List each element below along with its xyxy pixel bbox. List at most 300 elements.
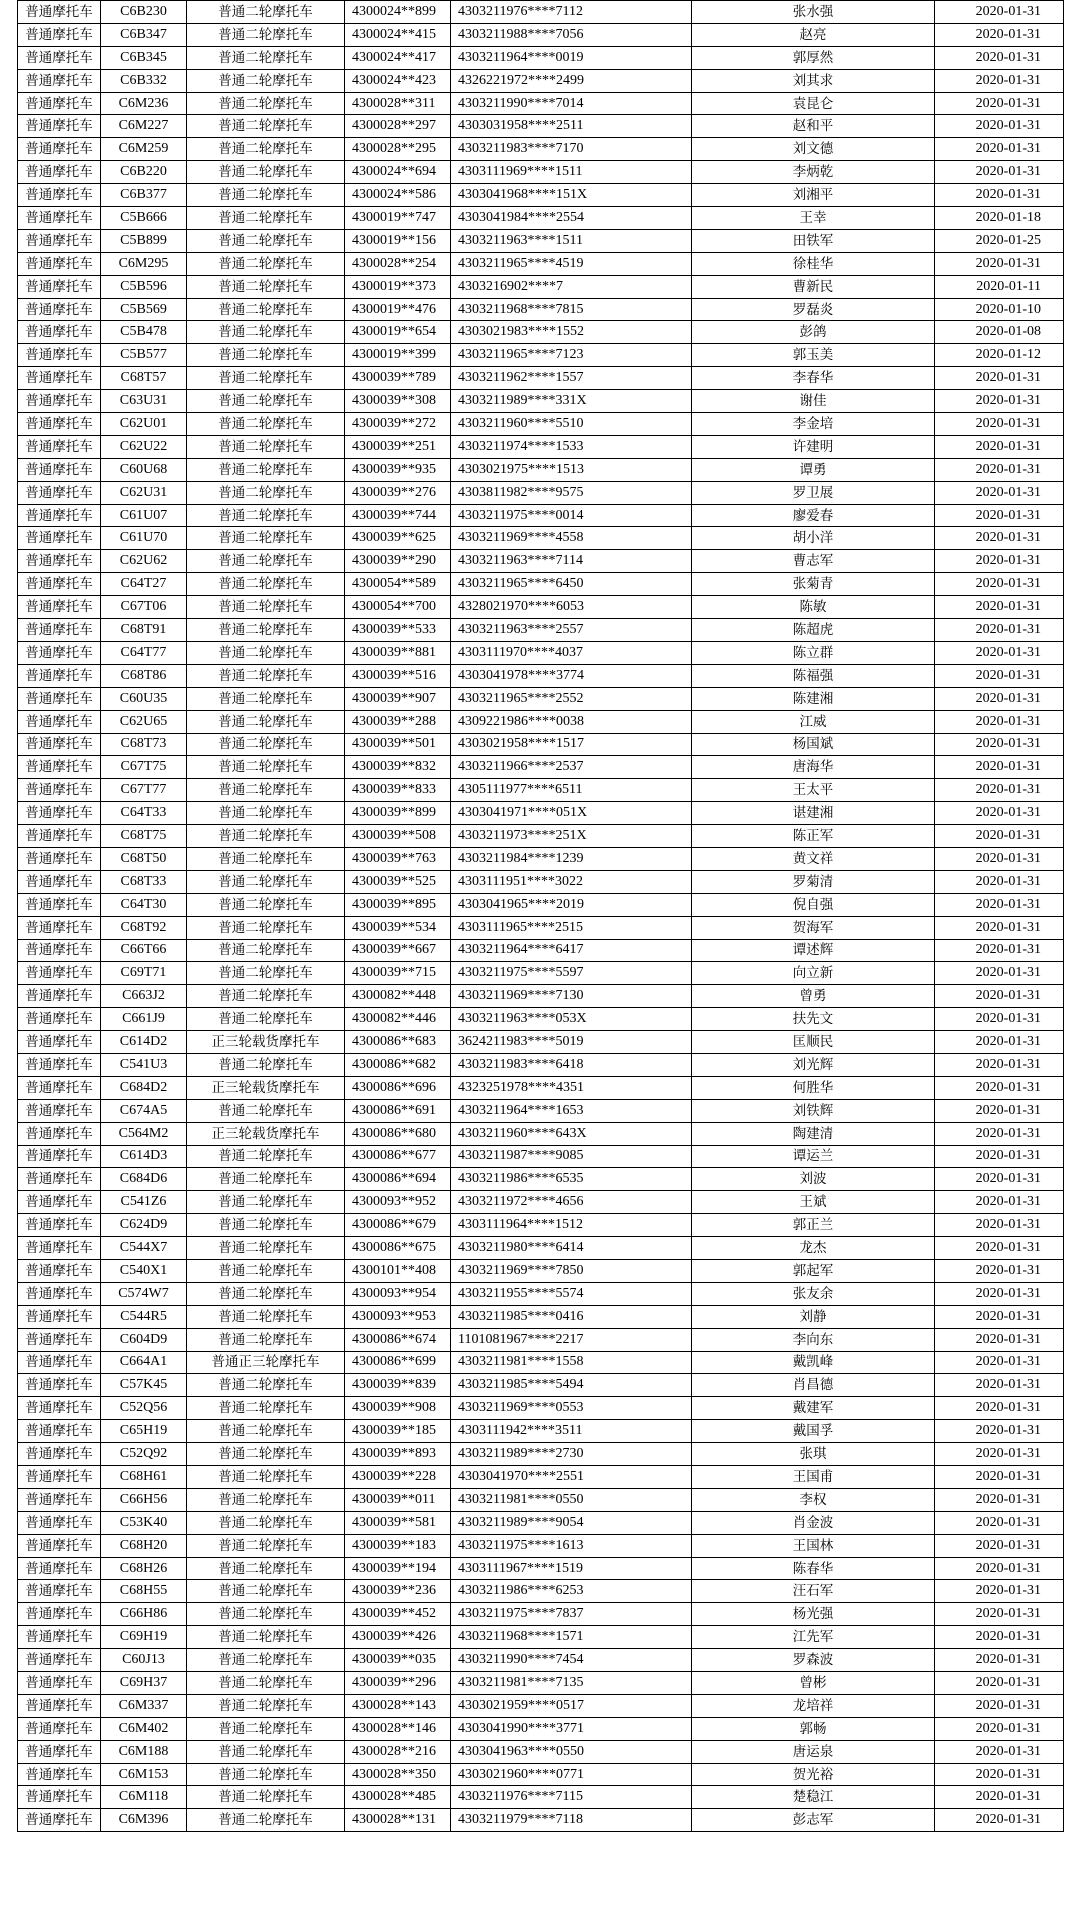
table-row (18, 1099, 1064, 1122)
vehicle-type-cell: 普通二轮摩托车 (187, 1694, 345, 1717)
date-cell: 2020-01-31 (935, 252, 1064, 275)
table-row (18, 1305, 1064, 1328)
table-row (18, 23, 1064, 46)
owner-name-cell: 陈正军 (692, 825, 935, 848)
record-number-cell: 4300039**308 (345, 390, 451, 413)
plate-number-cell: C66H56 (101, 1488, 187, 1511)
vehicle-type-cell: 普通二轮摩托车 (187, 46, 345, 69)
date-cell: 2020-01-31 (935, 962, 1064, 985)
date-cell: 2020-01-31 (935, 1031, 1064, 1054)
plate-number-cell: C69H37 (101, 1672, 187, 1695)
date-cell: 2020-01-08 (935, 321, 1064, 344)
id-number-cell: 4303041978****3774 (451, 664, 692, 687)
owner-name-cell: 杨光强 (692, 1603, 935, 1626)
owner-name-cell: 陈建湘 (692, 687, 935, 710)
date-cell: 2020-01-31 (935, 1076, 1064, 1099)
owner-name-cell: 楚稳江 (692, 1786, 935, 1809)
owner-name-cell: 刘湘平 (692, 184, 935, 207)
plate-number-cell: C67T77 (101, 779, 187, 802)
vehicle-type-cell: 普通二轮摩托车 (187, 870, 345, 893)
record-number-cell: 4300028**350 (345, 1763, 451, 1786)
owner-name-cell: 许建明 (692, 435, 935, 458)
date-cell: 2020-01-31 (935, 1443, 1064, 1466)
vehicle-type-cell: 普通二轮摩托车 (187, 161, 345, 184)
vehicle-class-cell: 普通摩托车 (18, 207, 101, 230)
id-number-cell: 4303031958****2511 (451, 115, 692, 138)
id-number-cell: 4303211974****1533 (451, 435, 692, 458)
date-cell: 2020-01-31 (935, 641, 1064, 664)
record-number-cell: 4300086**674 (345, 1328, 451, 1351)
record-number-cell: 4300028**254 (345, 252, 451, 275)
vehicle-class-cell: 普通摩托车 (18, 1511, 101, 1534)
vehicle-type-cell: 普通二轮摩托车 (187, 275, 345, 298)
record-number-cell: 4300039**194 (345, 1557, 451, 1580)
date-cell: 2020-01-31 (935, 458, 1064, 481)
vehicle-type-cell: 普通二轮摩托车 (187, 229, 345, 252)
owner-name-cell: 贺海军 (692, 916, 935, 939)
owner-name-cell: 刘文德 (692, 138, 935, 161)
owner-name-cell: 曹新民 (692, 275, 935, 298)
owner-name-cell: 陈敏 (692, 596, 935, 619)
id-number-cell: 4303211963****7114 (451, 550, 692, 573)
owner-name-cell: 戴凯峰 (692, 1351, 935, 1374)
owner-name-cell: 李向东 (692, 1328, 935, 1351)
plate-number-cell: C6M227 (101, 115, 187, 138)
record-number-cell: 4300086**675 (345, 1237, 451, 1260)
vehicle-type-cell: 正三轮载货摩托车 (187, 1031, 345, 1054)
record-number-cell: 4300024**423 (345, 69, 451, 92)
plate-number-cell: C664A1 (101, 1351, 187, 1374)
table-row (18, 321, 1064, 344)
id-number-cell: 4303211960****643X (451, 1122, 692, 1145)
vehicle-class-cell: 普通摩托车 (18, 870, 101, 893)
id-number-cell: 4303211975****1613 (451, 1534, 692, 1557)
id-number-cell: 4303211964****6417 (451, 939, 692, 962)
vehicle-class-cell: 普通摩托车 (18, 1031, 101, 1054)
date-cell: 2020-01-31 (935, 1557, 1064, 1580)
plate-number-cell: C6B230 (101, 1, 187, 24)
date-cell: 2020-01-31 (935, 825, 1064, 848)
plate-number-cell: C62U62 (101, 550, 187, 573)
date-cell: 2020-01-31 (935, 1809, 1064, 1832)
table-row (18, 733, 1064, 756)
record-number-cell: 4300039**508 (345, 825, 451, 848)
date-cell: 2020-01-31 (935, 1786, 1064, 1809)
vehicle-class-cell: 普通摩托车 (18, 1305, 101, 1328)
owner-name-cell: 曾彬 (692, 1672, 935, 1695)
record-number-cell: 4300039**296 (345, 1672, 451, 1695)
id-number-cell: 4303021959****0517 (451, 1694, 692, 1717)
table-row (18, 1237, 1064, 1260)
date-cell: 2020-01-31 (935, 115, 1064, 138)
date-cell: 2020-01-31 (935, 916, 1064, 939)
owner-name-cell: 张水强 (692, 1, 935, 24)
record-number-cell: 4300039**251 (345, 435, 451, 458)
plate-number-cell: C68T73 (101, 733, 187, 756)
date-cell: 2020-01-31 (935, 870, 1064, 893)
vehicle-class-cell: 普通摩托车 (18, 985, 101, 1008)
vehicle-type-cell: 普通二轮摩托车 (187, 847, 345, 870)
id-number-cell: 4303211980****6414 (451, 1237, 692, 1260)
id-number-cell: 4303211979****7118 (451, 1809, 692, 1832)
owner-name-cell: 汪石军 (692, 1580, 935, 1603)
id-number-cell: 4303211975****7837 (451, 1603, 692, 1626)
plate-number-cell: C53K40 (101, 1511, 187, 1534)
date-cell: 2020-01-31 (935, 1328, 1064, 1351)
vehicle-class-cell: 普通摩托车 (18, 458, 101, 481)
id-number-cell: 4303111964****1512 (451, 1214, 692, 1237)
plate-number-cell: C6M153 (101, 1763, 187, 1786)
vehicle-class-cell: 普通摩托车 (18, 1603, 101, 1626)
plate-number-cell: C564M2 (101, 1122, 187, 1145)
owner-name-cell: 倪自强 (692, 893, 935, 916)
vehicle-type-cell: 普通二轮摩托车 (187, 1053, 345, 1076)
date-cell: 2020-01-31 (935, 1122, 1064, 1145)
owner-name-cell: 王太平 (692, 779, 935, 802)
date-cell: 2020-01-31 (935, 939, 1064, 962)
table-row (18, 1557, 1064, 1580)
record-number-cell: 4300039**832 (345, 756, 451, 779)
id-number-cell: 4303211976****7112 (451, 1, 692, 24)
vehicle-class-cell: 普通摩托车 (18, 1672, 101, 1695)
id-number-cell: 4303211990****7014 (451, 92, 692, 115)
date-cell: 2020-01-31 (935, 1763, 1064, 1786)
plate-number-cell: C63U31 (101, 390, 187, 413)
id-number-cell: 4303211989****2730 (451, 1443, 692, 1466)
table-row (18, 1, 1064, 24)
table-row (18, 687, 1064, 710)
vehicle-class-cell: 普通摩托车 (18, 1557, 101, 1580)
owner-name-cell: 谭勇 (692, 458, 935, 481)
vehicle-type-cell: 普通二轮摩托车 (187, 939, 345, 962)
vehicle-type-cell: 普通二轮摩托车 (187, 1282, 345, 1305)
vehicle-type-cell: 普通二轮摩托车 (187, 1145, 345, 1168)
owner-name-cell: 赵亮 (692, 23, 935, 46)
vehicle-type-cell: 普通二轮摩托车 (187, 1374, 345, 1397)
record-number-cell: 4300093**954 (345, 1282, 451, 1305)
vehicle-type-cell: 普通二轮摩托车 (187, 619, 345, 642)
plate-number-cell: C544X7 (101, 1237, 187, 1260)
plate-number-cell: C68T75 (101, 825, 187, 848)
table-row (18, 1626, 1064, 1649)
id-number-cell: 4303211968****7815 (451, 298, 692, 321)
date-cell: 2020-01-25 (935, 229, 1064, 252)
vehicle-type-cell: 普通二轮摩托车 (187, 1420, 345, 1443)
owner-name-cell: 扶先文 (692, 1008, 935, 1031)
date-cell: 2020-01-31 (935, 1626, 1064, 1649)
record-number-cell: 4300054**700 (345, 596, 451, 619)
vehicle-type-cell: 普通二轮摩托车 (187, 550, 345, 573)
owner-name-cell: 肖昌德 (692, 1374, 935, 1397)
table-row (18, 1420, 1064, 1443)
id-number-cell: 4303021958****1517 (451, 733, 692, 756)
vehicle-type-cell: 普通二轮摩托车 (187, 1466, 345, 1489)
record-number-cell: 4300039**763 (345, 847, 451, 870)
owner-name-cell: 郭玉美 (692, 344, 935, 367)
vehicle-class-cell: 普通摩托车 (18, 275, 101, 298)
date-cell: 2020-01-31 (935, 69, 1064, 92)
table-row (18, 1328, 1064, 1351)
vehicle-type-cell: 普通二轮摩托车 (187, 207, 345, 230)
date-cell: 2020-01-31 (935, 985, 1064, 1008)
table-row (18, 1717, 1064, 1740)
plate-number-cell: C68T50 (101, 847, 187, 870)
record-number-cell: 4300082**446 (345, 1008, 451, 1031)
id-number-cell: 1101081967****2217 (451, 1328, 692, 1351)
id-number-cell: 4303211969****7130 (451, 985, 692, 1008)
record-number-cell: 4300086**691 (345, 1099, 451, 1122)
vehicle-type-cell: 普通二轮摩托车 (187, 1099, 345, 1122)
table-row (18, 939, 1064, 962)
table-row (18, 390, 1064, 413)
owner-name-cell: 谌建湘 (692, 802, 935, 825)
record-number-cell: 4300101**408 (345, 1259, 451, 1282)
vehicle-type-cell: 普通二轮摩托车 (187, 1443, 345, 1466)
record-number-cell: 4300086**682 (345, 1053, 451, 1076)
owner-name-cell: 黄文祥 (692, 847, 935, 870)
vehicle-type-cell: 普通二轮摩托车 (187, 710, 345, 733)
vehicle-type-cell: 普通二轮摩托车 (187, 390, 345, 413)
table-row (18, 46, 1064, 69)
plate-number-cell: C544R5 (101, 1305, 187, 1328)
vehicle-class-cell: 普通摩托车 (18, 1466, 101, 1489)
table-row (18, 1397, 1064, 1420)
table-row (18, 596, 1064, 619)
record-number-cell: 4300039**789 (345, 367, 451, 390)
id-number-cell: 4303111951****3022 (451, 870, 692, 893)
vehicle-class-cell: 普通摩托车 (18, 1763, 101, 1786)
date-cell: 2020-01-18 (935, 207, 1064, 230)
owner-name-cell: 廖爱春 (692, 504, 935, 527)
record-number-cell: 4300019**747 (345, 207, 451, 230)
vehicle-type-cell: 普通二轮摩托车 (187, 504, 345, 527)
owner-name-cell: 罗菊清 (692, 870, 935, 893)
id-number-cell: 4303211968****1571 (451, 1626, 692, 1649)
id-number-cell: 4303041971****051X (451, 802, 692, 825)
table-row (18, 756, 1064, 779)
id-number-cell: 3624211983****5019 (451, 1031, 692, 1054)
owner-name-cell: 郭畅 (692, 1717, 935, 1740)
date-cell: 2020-01-31 (935, 1420, 1064, 1443)
vehicle-class-cell: 普通摩托车 (18, 23, 101, 46)
plate-number-cell: C60U35 (101, 687, 187, 710)
vehicle-type-cell: 普通二轮摩托车 (187, 92, 345, 115)
owner-name-cell: 赵和平 (692, 115, 935, 138)
owner-name-cell: 郭正兰 (692, 1214, 935, 1237)
owner-name-cell: 彭鸽 (692, 321, 935, 344)
plate-number-cell: C6M337 (101, 1694, 187, 1717)
vehicle-class-cell: 普通摩托车 (18, 1328, 101, 1351)
vehicle-type-cell: 普通二轮摩托车 (187, 641, 345, 664)
vehicle-class-cell: 普通摩托车 (18, 825, 101, 848)
date-cell: 2020-01-31 (935, 1717, 1064, 1740)
date-cell: 2020-01-31 (935, 1053, 1064, 1076)
record-number-cell: 4300086**680 (345, 1122, 451, 1145)
table-row (18, 1122, 1064, 1145)
record-number-cell: 4300039**288 (345, 710, 451, 733)
vehicle-type-cell: 普通二轮摩托车 (187, 1008, 345, 1031)
owner-name-cell: 陈春华 (692, 1557, 935, 1580)
record-number-cell: 4300028**131 (345, 1809, 451, 1832)
id-number-cell: 4303211975****5597 (451, 962, 692, 985)
table-row (18, 550, 1064, 573)
plate-number-cell: C68T33 (101, 870, 187, 893)
date-cell: 2020-01-31 (935, 1008, 1064, 1031)
vehicle-class-cell: 普通摩托车 (18, 710, 101, 733)
table-row (18, 1694, 1064, 1717)
plate-number-cell: C6M259 (101, 138, 187, 161)
plate-number-cell: C614D2 (101, 1031, 187, 1054)
table-row (18, 779, 1064, 802)
plate-number-cell: C52Q56 (101, 1397, 187, 1420)
owner-name-cell: 郭起军 (692, 1259, 935, 1282)
record-number-cell: 4300082**448 (345, 985, 451, 1008)
record-number-cell: 4300039**525 (345, 870, 451, 893)
table-row (18, 1259, 1064, 1282)
table-row (18, 504, 1064, 527)
date-cell: 2020-01-31 (935, 1466, 1064, 1489)
id-number-cell: 4303211969****0553 (451, 1397, 692, 1420)
date-cell: 2020-01-31 (935, 23, 1064, 46)
record-number-cell: 4300086**683 (345, 1031, 451, 1054)
vehicle-class-cell: 普通摩托车 (18, 1717, 101, 1740)
vehicle-class-cell: 普通摩托车 (18, 115, 101, 138)
plate-number-cell: C68T91 (101, 619, 187, 642)
plate-number-cell: C661J9 (101, 1008, 187, 1031)
owner-name-cell: 罗卫展 (692, 481, 935, 504)
vehicle-class-cell: 普通摩托车 (18, 573, 101, 596)
date-cell: 2020-01-31 (935, 1603, 1064, 1626)
record-number-cell: 4300086**696 (345, 1076, 451, 1099)
table-row (18, 229, 1064, 252)
date-cell: 2020-01-31 (935, 779, 1064, 802)
date-cell: 2020-01-31 (935, 550, 1064, 573)
vehicle-class-cell: 普通摩托车 (18, 1259, 101, 1282)
table-row (18, 1076, 1064, 1099)
owner-name-cell: 刘静 (692, 1305, 935, 1328)
record-number-cell: 4300024**415 (345, 23, 451, 46)
vehicle-class-cell: 普通摩托车 (18, 1237, 101, 1260)
plate-number-cell: C68H26 (101, 1557, 187, 1580)
id-number-cell: 4303111967****1519 (451, 1557, 692, 1580)
date-cell: 2020-01-31 (935, 1740, 1064, 1763)
table-row (18, 847, 1064, 870)
vehicle-class-cell: 普通摩托车 (18, 550, 101, 573)
vehicle-class-cell: 普通摩托车 (18, 962, 101, 985)
vehicle-class-cell: 普通摩托车 (18, 802, 101, 825)
record-number-cell: 4300039**011 (345, 1488, 451, 1511)
record-number-cell: 4300028**295 (345, 138, 451, 161)
record-number-cell: 4300039**228 (345, 1466, 451, 1489)
record-number-cell: 4300039**908 (345, 1397, 451, 1420)
date-cell: 2020-01-31 (935, 481, 1064, 504)
vehicle-class-cell: 普通摩托车 (18, 1649, 101, 1672)
vehicle-type-cell: 普通二轮摩托车 (187, 481, 345, 504)
vehicle-type-cell: 普通二轮摩托车 (187, 1786, 345, 1809)
plate-number-cell: C68T57 (101, 367, 187, 390)
date-cell: 2020-01-31 (935, 367, 1064, 390)
table-row (18, 1740, 1064, 1763)
vehicle-class-cell: 普通摩托车 (18, 298, 101, 321)
vehicle-type-cell: 普通二轮摩托车 (187, 1763, 345, 1786)
table-row (18, 161, 1064, 184)
id-number-cell: 4303211976****7115 (451, 1786, 692, 1809)
record-number-cell: 4300039**236 (345, 1580, 451, 1603)
date-cell: 2020-01-31 (935, 1237, 1064, 1260)
plate-number-cell: C574W7 (101, 1282, 187, 1305)
table-row (18, 573, 1064, 596)
id-number-cell: 4303211965****7123 (451, 344, 692, 367)
table-row (18, 298, 1064, 321)
plate-number-cell: C6B345 (101, 46, 187, 69)
plate-number-cell: C6M236 (101, 92, 187, 115)
table-row (18, 1649, 1064, 1672)
record-number-cell: 4300039**533 (345, 619, 451, 642)
id-number-cell: 4303211960****5510 (451, 413, 692, 436)
vehicle-type-cell: 普通二轮摩托车 (187, 1191, 345, 1214)
vehicle-class-cell: 普通摩托车 (18, 229, 101, 252)
vehicle-class-cell: 普通摩托车 (18, 92, 101, 115)
table-row (18, 1763, 1064, 1786)
plate-number-cell: C674A5 (101, 1099, 187, 1122)
vehicle-type-cell: 普通二轮摩托车 (187, 298, 345, 321)
vehicle-class-cell: 普通摩托车 (18, 504, 101, 527)
vehicle-class-cell: 普通摩托车 (18, 1740, 101, 1763)
vehicle-class-cell: 普通摩托车 (18, 1214, 101, 1237)
id-number-cell: 4303041968****151X (451, 184, 692, 207)
date-cell: 2020-01-31 (935, 687, 1064, 710)
record-number-cell: 4300086**677 (345, 1145, 451, 1168)
table-row (18, 641, 1064, 664)
id-number-cell: 4305111977****6511 (451, 779, 692, 802)
plate-number-cell: C67T06 (101, 596, 187, 619)
plate-number-cell: C64T77 (101, 641, 187, 664)
record-number-cell: 4300039**290 (345, 550, 451, 573)
owner-name-cell: 李权 (692, 1488, 935, 1511)
vehicle-type-cell: 普通二轮摩托车 (187, 687, 345, 710)
owner-name-cell: 刘其求 (692, 69, 935, 92)
record-number-cell: 4300039**183 (345, 1534, 451, 1557)
record-number-cell: 4300024**899 (345, 1, 451, 24)
id-number-cell: 4323251978****4351 (451, 1076, 692, 1099)
date-cell: 2020-01-12 (935, 344, 1064, 367)
owner-name-cell: 王国林 (692, 1534, 935, 1557)
record-number-cell: 4300028**485 (345, 1786, 451, 1809)
record-number-cell: 4300019**399 (345, 344, 451, 367)
vehicle-type-cell: 普通二轮摩托车 (187, 802, 345, 825)
registry-table (17, 0, 1064, 1832)
vehicle-class-cell: 普通摩托车 (18, 390, 101, 413)
owner-name-cell: 王国甫 (692, 1466, 935, 1489)
id-number-cell: 4303021975****1513 (451, 458, 692, 481)
record-number-cell: 4300019**373 (345, 275, 451, 298)
owner-name-cell: 王斌 (692, 1191, 935, 1214)
vehicle-class-cell: 普通摩托车 (18, 1443, 101, 1466)
table-row (18, 1534, 1064, 1557)
date-cell: 2020-01-31 (935, 733, 1064, 756)
plate-number-cell: C5B666 (101, 207, 187, 230)
vehicle-type-cell: 普通二轮摩托车 (187, 321, 345, 344)
vehicle-type-cell: 普通二轮摩托车 (187, 733, 345, 756)
table-row (18, 1580, 1064, 1603)
plate-number-cell: C6M295 (101, 252, 187, 275)
table-row (18, 1351, 1064, 1374)
owner-name-cell: 王幸 (692, 207, 935, 230)
vehicle-class-cell: 普通摩托车 (18, 687, 101, 710)
owner-name-cell: 张琪 (692, 1443, 935, 1466)
vehicle-class-cell: 普通摩托车 (18, 1374, 101, 1397)
vehicle-class-cell: 普通摩托车 (18, 1008, 101, 1031)
